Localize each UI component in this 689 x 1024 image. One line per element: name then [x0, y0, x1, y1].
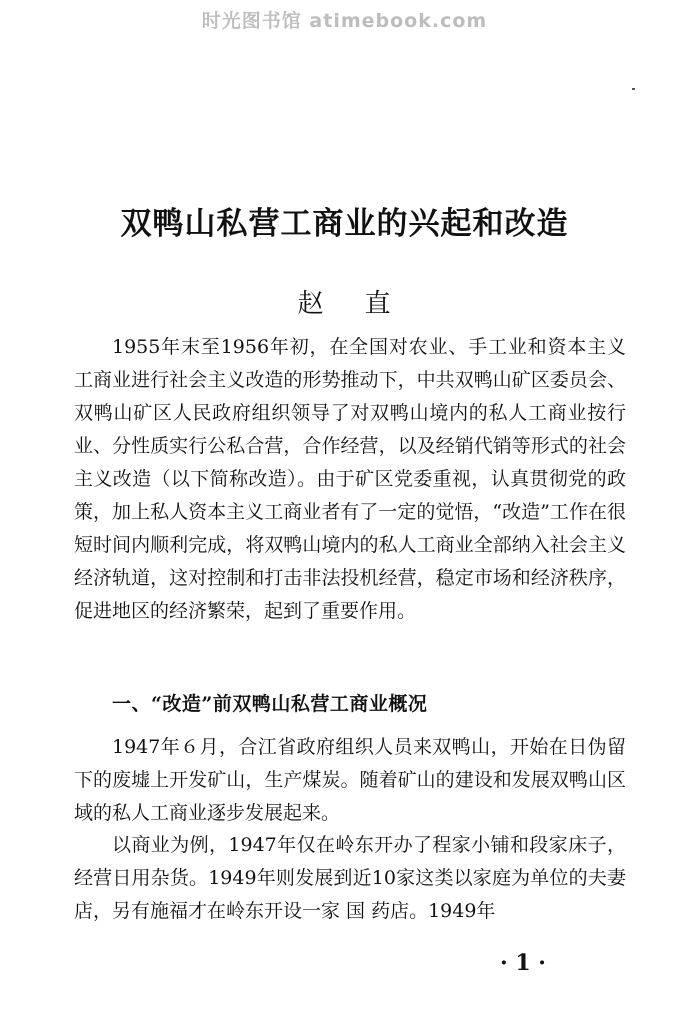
author-surname: 赵 [297, 289, 325, 319]
page-number: · 1 · [500, 950, 546, 976]
article-title: 双鸭山私营工商业的兴起和改造 [120, 206, 569, 242]
author-given-name: 直 [364, 289, 392, 319]
section-heading: 一、“改造”前双鸭山私营工商业概况 [112, 693, 428, 715]
author-name [0, 283, 689, 320]
intro-paragraph: 1955年末至1956年初，在全国对农业、手工业和资本主义工商业进行社会主义改造的形势推动下，中共双鸭山矿区委员会、双鸭山矿区人民政府组织领导了对双鸭山境内的私人工商业按行业、分性质实行公私合营，合作经营，以及经销代销等形式的社会主义改造（以下简称改造）。由于矿区党委重视，认真贯彻党的政策，加上私人资本主义工商业者有了一定的觉悟，“改造”工作在很短时间内顺利完成，将双鸭山境内的私人工商业全部纳入社会主义经济轨道，这对控制和打击非法投机经营，稳定市场和经济秩序，促进地区的经济繁荣，起到了重要作用。 [74, 336, 626, 622]
paragraph-commerce: 以商业为例，1947年仅在岭东开办了程家小铺和段家床子，经营日用杂货。1949年则发展到近10家这类以家庭为单位的夫妻店，另有施福才在岭东开设一家 国 药店。1949年 [74, 834, 626, 922]
scan-speck [632, 88, 635, 90]
paragraph-1947: 1947年６月，合江省政府组织人员来双鸭山，开始在日伪留下的废墟上开发矿山，生产煤炭。随着矿山的建设和发展双鸭山区域的私人工商业逐步发展起来。 [74, 736, 626, 824]
watermark: 时光图书馆 atimebook.com [201, 10, 488, 32]
